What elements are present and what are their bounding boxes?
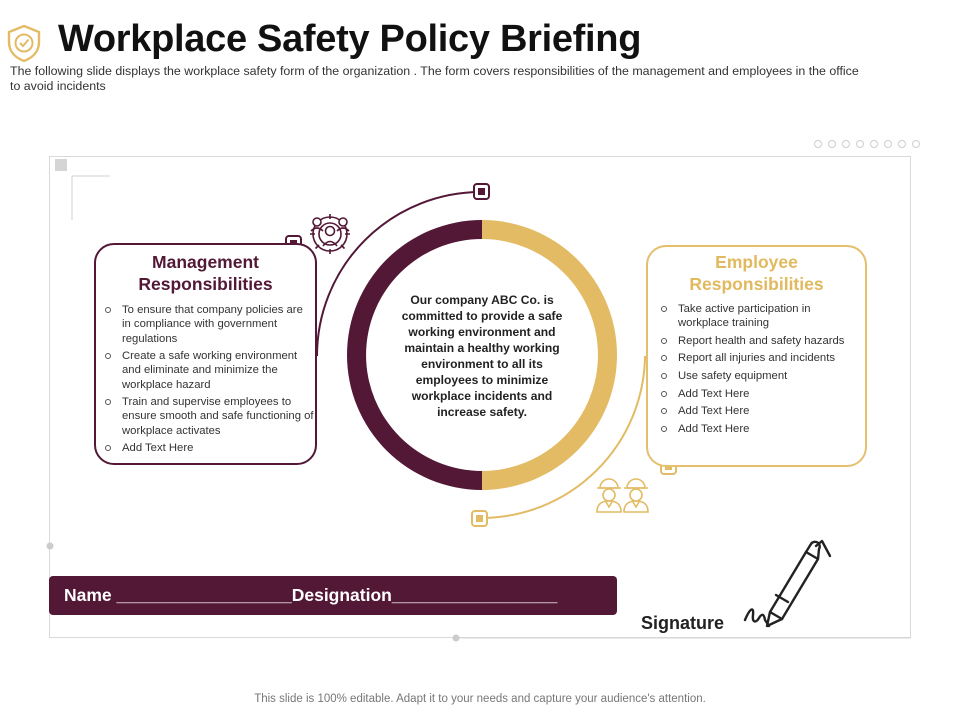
list-item: Add Text Here — [658, 387, 864, 401]
list-item: Add Text Here — [658, 404, 864, 418]
workers-icon — [597, 479, 648, 512]
commitment-statement: Our company ABC Co. is committed to provide a safe working environment and maintain a healthy working environment to all its employees to minimize workplace incidents and increase safety. — [401, 293, 563, 419]
frame-dot-bottom — [453, 635, 460, 642]
pen-signature-icon — [745, 541, 830, 626]
list-item: Create a safe working environment and eliminate and minimize the workplace hazard — [102, 349, 314, 392]
team-gear-icon — [310, 214, 350, 254]
footer-note: This slide is 100% editable. Adapt it to your needs and capture your audience's attention. — [254, 693, 706, 705]
node-top — [474, 184, 489, 199]
management-list — [102, 303, 314, 459]
page-subtitle: The following slide displays the workplace safety form of the organization . The form covers responsibilities of the management and employees in the office to avoid incidents — [10, 64, 859, 93]
list-item: To ensure that company policies are in compliance with government regulations — [102, 303, 314, 346]
list-item: Report health and safety hazards — [658, 334, 864, 348]
employee-title: Employee Responsibilities — [689, 252, 824, 294]
page-title: Workplace Safety Policy Briefing — [58, 18, 642, 60]
signature-label: Signature — [641, 613, 725, 633]
list-item: Use safety equipment — [658, 369, 864, 383]
name-designation-field[interactable]: Name __________________Designation_________________ — [49, 576, 617, 615]
list-item: Take active participation in workplace training — [658, 302, 864, 331]
node-bottom — [472, 511, 487, 526]
frame-dot-left — [47, 543, 54, 550]
management-responsibilities-card — [94, 243, 317, 465]
list-item: Add Text Here — [658, 422, 864, 436]
list-item: Report all injuries and incidents — [658, 351, 864, 365]
employee-responsibilities-card — [646, 245, 867, 467]
management-title: Management Responsibilities — [138, 252, 273, 294]
list-item: Train and supervise employees to ensure smooth and safe functioning of workplace activates — [102, 395, 314, 438]
employee-list — [658, 302, 864, 439]
list-item: Add Text Here — [102, 441, 314, 455]
